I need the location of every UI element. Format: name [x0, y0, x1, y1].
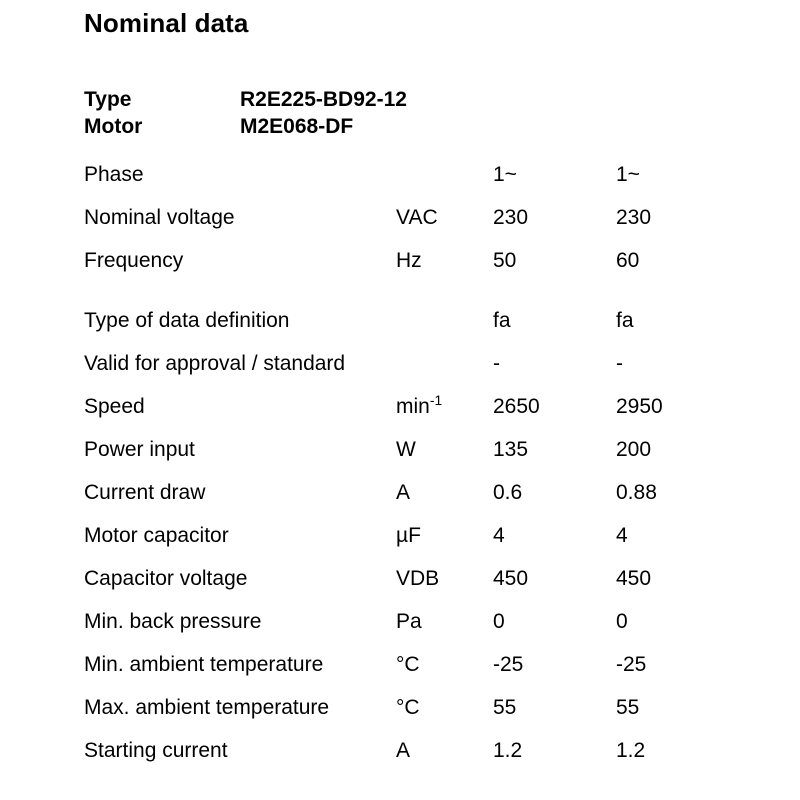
row-value-col1: 50: [493, 249, 517, 272]
table-row-motor: [84, 115, 764, 142]
row-unit: VDB: [396, 567, 440, 590]
row-label: Type of data definition: [84, 309, 290, 332]
row-value-col2: 0.88: [616, 481, 657, 504]
table-row: [84, 524, 764, 567]
row-value-type: R2E225-BD92-12: [240, 88, 407, 111]
table-row: [84, 610, 764, 653]
row-unit: W: [396, 438, 416, 461]
row-value-col1: 1~: [493, 163, 517, 186]
row-value-motor: M2E068-DF: [240, 115, 354, 138]
row-label: Speed: [84, 395, 145, 418]
row-label: Frequency: [84, 249, 184, 272]
row-value-col1: 135: [493, 438, 529, 461]
table-row: [84, 352, 764, 395]
row-value-col1: 0.6: [493, 481, 523, 504]
row-unit: A: [396, 481, 411, 504]
row-label: Min. back pressure: [84, 610, 262, 633]
row-label: Starting current: [84, 739, 228, 762]
row-value-col1: 1.2: [493, 739, 523, 762]
row-label: Power input: [84, 438, 195, 461]
row-unit: Pa: [396, 610, 422, 633]
row-value-col1: -: [493, 352, 500, 375]
row-label: Motor capacitor: [84, 524, 229, 547]
row-value-col2: 1~: [616, 163, 640, 186]
row-value-col2: fa: [616, 309, 634, 332]
row-unit: VAC: [396, 206, 438, 229]
row-value-col1: fa: [493, 309, 511, 332]
table-row: [84, 739, 764, 782]
row-value-col2: 450: [616, 567, 652, 590]
row-unit: µF: [396, 524, 421, 547]
row-value-col2: 230: [616, 206, 652, 229]
row-unit: °C: [396, 653, 420, 676]
row-value-col2: 60: [616, 249, 640, 272]
row-label: Capacitor voltage: [84, 567, 248, 590]
row-value-col2: -: [616, 352, 623, 375]
table-row: [84, 206, 764, 249]
table-row: [84, 249, 764, 292]
row-label: Min. ambient temperature: [84, 653, 324, 676]
specifications-table: [84, 88, 764, 782]
table-row: [84, 696, 764, 739]
row-value-col1: 2650: [493, 395, 540, 418]
row-value-col1: 0: [493, 610, 505, 633]
row-value-col1: 4: [493, 524, 505, 547]
table-row: [84, 481, 764, 524]
row-value-col2: 0: [616, 610, 628, 633]
table-row: [84, 163, 764, 206]
row-label-motor: Motor: [84, 115, 143, 138]
table-row: [84, 438, 764, 481]
row-label: Valid for approval / standard: [84, 352, 346, 375]
table-row: [84, 392, 764, 438]
row-label: Phase: [84, 163, 144, 186]
row-value-col2: -25: [616, 653, 647, 676]
row-unit: [396, 392, 493, 419]
row-value-col2: 4: [616, 524, 628, 547]
row-unit: °C: [396, 696, 420, 719]
row-value-col2: 200: [616, 438, 652, 461]
table-row: [84, 567, 764, 610]
row-label: Max. ambient temperature: [84, 696, 330, 719]
page-title: Nominal data: [84, 8, 249, 38]
row-label-type: Type: [84, 88, 132, 111]
row-unit-text: min: [396, 395, 430, 418]
row-value-col1: 230: [493, 206, 529, 229]
row-label: Current draw: [84, 481, 206, 504]
section-spacer-2: [84, 292, 764, 309]
row-value-col2: 1.2: [616, 739, 646, 762]
row-unit: Hz: [396, 249, 422, 272]
row-unit: A: [396, 739, 411, 762]
row-value-col1: 450: [493, 567, 529, 590]
section-spacer-1: [84, 142, 764, 163]
row-unit-exponent: -1: [429, 392, 443, 408]
row-value-col2: 55: [616, 696, 640, 719]
table-row-type: [84, 88, 764, 115]
table-row: [84, 653, 764, 696]
table-row: [84, 309, 764, 352]
row-value-col1: -25: [493, 653, 524, 676]
row-label: Nominal voltage: [84, 206, 235, 229]
row-value-col1: 55: [493, 696, 517, 719]
row-value-col2: 2950: [616, 395, 663, 418]
